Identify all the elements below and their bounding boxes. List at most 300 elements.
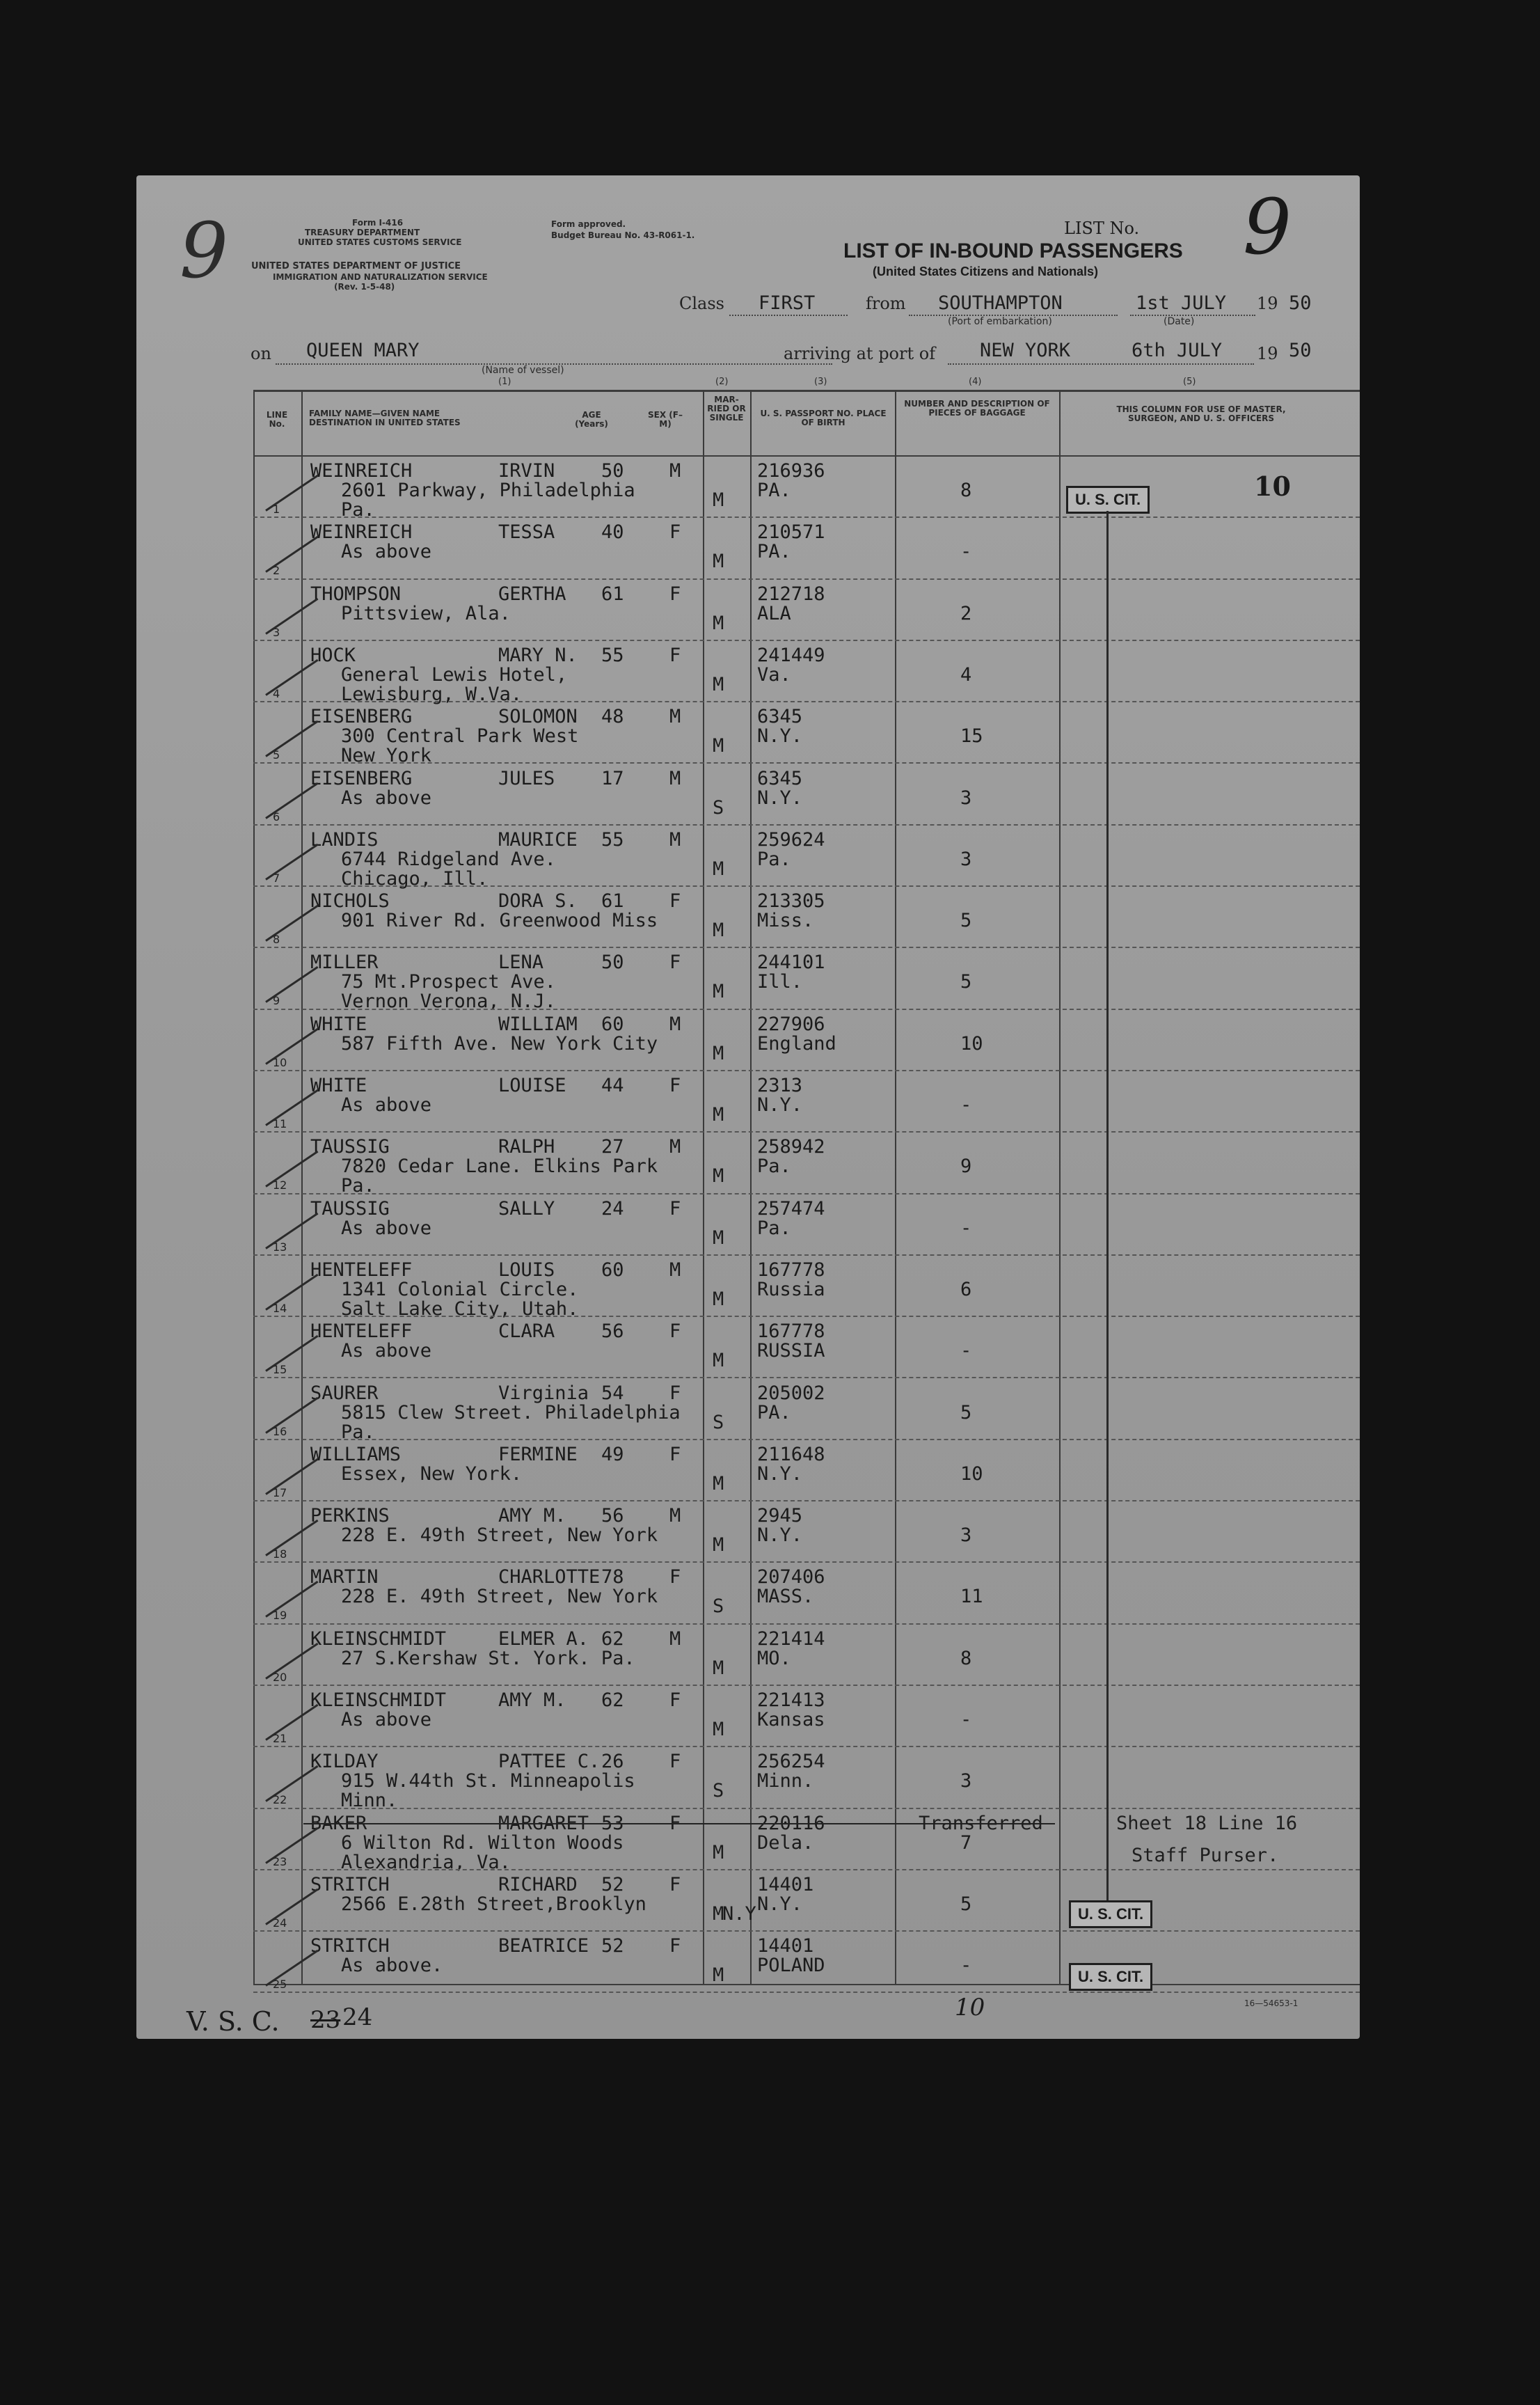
place-of-birth: Pa. xyxy=(757,1156,791,1178)
family-name: WILLIAMS xyxy=(310,1443,402,1465)
address-line: Pittsview, Ala. xyxy=(341,602,511,624)
place-of-birth: POLAND xyxy=(757,1955,825,1977)
passport-number: 167778 xyxy=(757,1320,825,1343)
sex: F xyxy=(669,1320,681,1343)
marital-status: M xyxy=(713,1657,724,1679)
place-of-birth: Pa. xyxy=(757,1217,791,1239)
table-row xyxy=(136,1010,1360,1071)
line-number: 16 xyxy=(273,1424,287,1438)
place-of-birth: N.Y. xyxy=(757,787,803,809)
family-name: HOCK xyxy=(310,644,356,666)
ins-label: IMMIGRATION AND NATURALIZATION SERVICE xyxy=(273,272,488,282)
marital-status: M xyxy=(713,551,724,573)
line-number: 11 xyxy=(273,1117,287,1130)
marital-status: M xyxy=(713,1350,724,1372)
address-line-2: Pa. xyxy=(341,1421,375,1443)
family-name: HENTELEFF xyxy=(310,1320,413,1343)
check-mark xyxy=(265,1950,318,1987)
place-of-birth: N.Y. xyxy=(757,1893,803,1915)
passport-number: 241449 xyxy=(757,644,825,666)
vessel-name: QUEEN MARY xyxy=(306,340,420,361)
line-number: 13 xyxy=(273,1240,287,1254)
sex: F xyxy=(669,1075,681,1096)
line-number: 1 xyxy=(273,503,280,516)
passport-number: 244101 xyxy=(757,952,825,974)
family-name: MARTIN xyxy=(310,1566,379,1588)
place-of-birth: N.Y. xyxy=(757,725,803,748)
age: 54 xyxy=(601,1382,624,1404)
table-row xyxy=(136,764,1360,826)
check-mark xyxy=(265,1335,318,1372)
address-line: As above xyxy=(341,1094,432,1116)
column-header-officers: THIS COLUMN FOR USE OF MASTER, SURGEON, AND U. S. OFFICERS xyxy=(1116,404,1286,423)
line-number: 6 xyxy=(273,810,280,823)
passport-number: 213305 xyxy=(757,890,825,913)
line-number: 25 xyxy=(273,1978,287,1992)
address-line: As above xyxy=(341,1709,432,1730)
passport-number: 207406 xyxy=(757,1566,825,1588)
treasury-label: TREASURY DEPARTMENT xyxy=(305,228,420,237)
line-number: 10 xyxy=(273,1055,287,1069)
address-line: As above xyxy=(341,1340,432,1362)
marital-status: M xyxy=(713,735,724,757)
table-row xyxy=(136,826,1360,890)
baggage-count: 4 xyxy=(960,663,972,686)
footer-usc-note: V. S. C. xyxy=(186,2006,280,2037)
table-row xyxy=(136,1256,1360,1320)
age: 17 xyxy=(601,767,624,789)
place-of-birth: Pa. xyxy=(757,848,791,870)
passport-number: 211648 xyxy=(757,1443,825,1465)
baggage-count: 5 xyxy=(960,910,972,932)
passport-number: 221414 xyxy=(757,1627,825,1650)
place-of-birth: England xyxy=(757,1032,836,1055)
given-name: Virginia xyxy=(498,1382,589,1404)
family-name: HENTELEFF xyxy=(310,1259,413,1281)
sex: M xyxy=(669,828,681,851)
sex: M xyxy=(669,1505,681,1527)
justice-label: UNITED STATES DEPARTMENT OF JUSTICE xyxy=(251,261,461,271)
form-approved: Form approved. xyxy=(551,219,626,229)
table-row xyxy=(136,1563,1360,1624)
year-prefix: 19 xyxy=(1257,294,1278,313)
address-line-2: Salt Lake City, Utah. xyxy=(341,1298,579,1320)
given-name: LENA xyxy=(498,952,544,974)
form-number: Form I-416 xyxy=(352,218,404,228)
family-name: SAURER xyxy=(310,1382,379,1404)
address-line: 75 Mt.Prospect Ave. xyxy=(341,971,556,993)
line-number: 3 xyxy=(273,625,280,639)
family-name: KLEINSCHMIDT xyxy=(310,1627,447,1650)
age: 60 xyxy=(601,1013,624,1035)
baggage-count: 15 xyxy=(960,725,983,748)
given-name: SALLY xyxy=(498,1197,555,1220)
baggage-count: 3 xyxy=(960,1770,972,1792)
given-name: MARY N. xyxy=(498,644,578,666)
address-line: 228 E. 49th Street, New York xyxy=(341,1586,658,1608)
age: 62 xyxy=(601,1627,624,1650)
arrival-date: 6th JULY xyxy=(1132,340,1223,361)
line-number: 23 xyxy=(273,1854,287,1868)
place-of-birth: N.Y. xyxy=(757,1462,803,1485)
place-of-birth: Ill. xyxy=(757,971,803,993)
table-row xyxy=(136,1501,1360,1563)
column-header-name: FAMILY NAME—GIVEN NAME DESTINATION IN UNITED STATES xyxy=(309,409,461,427)
marital-status: M xyxy=(713,920,724,942)
marital-status: M xyxy=(713,1902,724,1925)
address-line: 1341 Colonial Circle. xyxy=(341,1278,579,1300)
passport-number: 221413 xyxy=(757,1689,825,1711)
given-name: GERTHA xyxy=(498,583,566,605)
footer-count: 24 xyxy=(342,2003,373,2031)
family-name: MILLER xyxy=(310,952,379,974)
column-number-2: (2) xyxy=(715,377,729,387)
marital-status: M xyxy=(713,489,724,511)
table-row xyxy=(136,1870,1360,1932)
place-of-birth: Dela. xyxy=(757,1831,814,1854)
marital-status: M xyxy=(713,981,724,1003)
passport-number: 216936 xyxy=(757,460,825,482)
column-number-4: (4) xyxy=(969,377,982,387)
footer-struck-count: 23 xyxy=(310,2006,341,2034)
given-name: DORA S. xyxy=(498,890,578,913)
passport-number: 2313 xyxy=(757,1075,803,1096)
column-header-sex: SEX (F–M) xyxy=(648,410,683,429)
place-of-birth: MASS. xyxy=(757,1586,814,1608)
age: 56 xyxy=(601,1505,624,1527)
place-of-birth: MO. xyxy=(757,1647,791,1669)
given-name: IRVIN xyxy=(498,460,555,482)
column-header-age: AGE (Years) xyxy=(575,410,608,429)
baggage-count: - xyxy=(960,1217,972,1239)
address-line: 915 W.44th St. Minneapolis xyxy=(341,1770,635,1792)
table-row xyxy=(136,1625,1360,1686)
place-of-birth: ALA xyxy=(757,602,791,624)
passport-number: 14401 xyxy=(757,1873,814,1895)
line-number: 4 xyxy=(273,686,280,700)
address-line-2: Minn. xyxy=(341,1790,398,1812)
baggage-count: 8 xyxy=(960,480,972,501)
marital-status: M xyxy=(713,612,724,634)
table-row xyxy=(136,1317,1360,1378)
line-number: 9 xyxy=(273,994,280,1008)
family-name: WEINREICH xyxy=(310,521,413,544)
port-embarkation-label: (Port of embarkation) xyxy=(948,316,1052,327)
sex: F xyxy=(669,1443,681,1465)
line-number: 20 xyxy=(273,1670,287,1684)
baggage-count: - xyxy=(960,1094,972,1116)
sex: F xyxy=(669,1382,681,1404)
place-of-birth: Va. xyxy=(757,663,791,686)
column-number-1: (1) xyxy=(498,377,511,387)
family-name: BAKER xyxy=(310,1812,367,1834)
address-line: 7820 Cedar Lane. Elkins Park xyxy=(341,1156,658,1178)
given-name: ELMER A. xyxy=(498,1627,589,1650)
sex: F xyxy=(669,1873,681,1895)
passport-number: 257474 xyxy=(757,1197,825,1220)
family-name: PERKINS xyxy=(310,1505,390,1527)
check-mark xyxy=(265,598,318,635)
given-name: RALPH xyxy=(498,1136,555,1158)
marital-status: M xyxy=(713,673,724,695)
budget-bureau: Budget Bureau No. 43-R061-1. xyxy=(551,230,695,240)
marital-status: M xyxy=(713,1104,724,1126)
place-of-birth: Kansas xyxy=(757,1709,825,1730)
check-mark xyxy=(265,1888,318,1925)
age: 52 xyxy=(601,1873,624,1895)
arrival-year: 50 xyxy=(1289,340,1312,361)
address-line: 2601 Parkway, Philadelphia xyxy=(341,480,635,501)
check-mark xyxy=(265,1458,318,1495)
family-name: STRITCH xyxy=(310,1873,390,1895)
address-line: 901 River Rd. Greenwood Miss xyxy=(341,910,658,932)
table-row xyxy=(136,1071,1360,1133)
check-mark xyxy=(265,966,318,1003)
check-mark xyxy=(265,1520,318,1556)
line-number: 5 xyxy=(273,748,280,762)
marital-status: M xyxy=(713,1841,724,1863)
departure-date: 1st JULY xyxy=(1136,292,1227,314)
table-row xyxy=(136,641,1360,705)
sex: F xyxy=(669,1751,681,1773)
sex: M xyxy=(669,1259,681,1281)
place-of-birth: RUSSIA xyxy=(757,1340,825,1362)
place-of-birth: PA. xyxy=(757,480,791,501)
passport-number: 6345 xyxy=(757,706,803,728)
arrival-port: NEW YORK xyxy=(980,340,1071,361)
place-of-birth: PA. xyxy=(757,541,791,563)
revision-label: (Rev. 1-5-48) xyxy=(334,282,395,292)
us-citizen-stamp: U. S. CIT. xyxy=(1066,486,1150,514)
place-of-birth: Russia xyxy=(757,1278,825,1300)
given-name: RICHARD xyxy=(498,1873,578,1895)
sex: F xyxy=(669,1689,681,1711)
table-row xyxy=(136,1194,1360,1256)
address-line-2: Pa. xyxy=(341,499,375,521)
table-row xyxy=(136,1747,1360,1812)
passport-number: 212718 xyxy=(757,583,825,605)
line-number: 24 xyxy=(273,1916,287,1930)
age: 78 xyxy=(601,1566,624,1588)
given-name: CLARA xyxy=(498,1320,555,1343)
baggage-count: 7 xyxy=(960,1831,972,1854)
line-number: 7 xyxy=(273,871,280,885)
address-line: 6744 Ridgeland Ave. xyxy=(341,848,556,870)
baggage-count: - xyxy=(960,1709,972,1730)
baggage-count: 2 xyxy=(960,602,972,624)
age: 27 xyxy=(601,1136,624,1158)
check-mark xyxy=(265,1274,318,1311)
address-line: 2566 E.28th Street,Brooklyn xyxy=(341,1893,646,1915)
staff-purser-note: Staff Purser. xyxy=(1132,1845,1279,1866)
transferred-note: Transferred xyxy=(919,1813,1043,1834)
given-name: PATTEE C. xyxy=(498,1751,601,1773)
table-row xyxy=(136,1133,1360,1197)
check-mark xyxy=(265,720,318,757)
marital-status-note: N.Y xyxy=(722,1902,756,1925)
passport-number: 210571 xyxy=(757,521,825,544)
on-label: on xyxy=(251,344,271,363)
family-name: KLEINSCHMIDT xyxy=(310,1689,447,1711)
sex: F xyxy=(669,1566,681,1588)
passport-number: 6345 xyxy=(757,767,803,789)
line-number: 17 xyxy=(273,1485,287,1499)
family-name: KILDAY xyxy=(310,1751,379,1773)
column-number-5: (5) xyxy=(1183,377,1196,387)
marital-status: M xyxy=(713,1964,724,1987)
marital-status: S xyxy=(713,796,724,819)
check-mark xyxy=(265,1213,318,1249)
baggage-count: 11 xyxy=(960,1586,983,1608)
address-line: As above. xyxy=(341,1955,443,1977)
place-of-birth: PA. xyxy=(757,1401,791,1424)
address-line: General Lewis Hotel, xyxy=(341,663,568,686)
column-header-line-no: LINE No. xyxy=(266,410,288,429)
address-line-2: Vernon Verona, N.J. xyxy=(341,991,556,1013)
check-mark xyxy=(265,1643,318,1680)
age: 49 xyxy=(601,1443,624,1465)
baggage-count: 9 xyxy=(960,1156,972,1178)
check-mark xyxy=(265,1028,318,1065)
baggage-count: - xyxy=(960,1340,972,1362)
column-header-married: MAR-RIED OR SINGLE xyxy=(707,395,746,423)
vessel-name-label: (Name of vessel) xyxy=(482,365,564,376)
address-line: 587 Fifth Ave. New York City xyxy=(341,1032,658,1055)
address-line-2: Lewisburg, W.Va. xyxy=(341,683,523,705)
us-citizen-stamp: U. S. CIT. xyxy=(1069,1963,1152,1991)
customs-label: UNITED STATES CUSTOMS SERVICE xyxy=(298,237,462,247)
passport-number: 167778 xyxy=(757,1259,825,1281)
marital-status: M xyxy=(713,1472,724,1495)
family-name: WEINREICH xyxy=(310,460,413,482)
age: 61 xyxy=(601,583,624,605)
given-name: CHARLOTTE xyxy=(498,1566,601,1588)
family-name: EISENBERG xyxy=(310,767,413,789)
line-number: 12 xyxy=(273,1178,287,1192)
column-number-3: (3) xyxy=(814,377,827,387)
age: 61 xyxy=(601,890,624,913)
family-name: WHITE xyxy=(310,1013,367,1035)
list-no-label: LIST No. xyxy=(1064,219,1140,238)
given-name: LOUISE xyxy=(498,1075,566,1096)
check-mark xyxy=(265,659,318,696)
line-number: 18 xyxy=(273,1547,287,1561)
place-of-birth: N.Y. xyxy=(757,1094,803,1116)
given-name: MARGARET xyxy=(498,1812,589,1834)
check-mark xyxy=(265,1581,318,1618)
baggage-count: 5 xyxy=(960,971,972,993)
check-mark xyxy=(265,1151,318,1188)
address-line: Essex, New York. xyxy=(341,1462,523,1485)
age: 26 xyxy=(601,1751,624,1773)
address-line: 6 Wilton Rd. Wilton Woods xyxy=(341,1831,624,1854)
given-name: BEATRICE xyxy=(498,1935,589,1957)
age: 55 xyxy=(601,828,624,851)
check-mark xyxy=(265,1089,318,1126)
line-number: 22 xyxy=(273,1793,287,1807)
address-line: As above xyxy=(341,787,432,809)
sex: F xyxy=(669,952,681,974)
given-name: AMY M. xyxy=(498,1505,566,1527)
sex: M xyxy=(669,460,681,482)
sex: F xyxy=(669,644,681,666)
baggage-count: 5 xyxy=(960,1401,972,1424)
family-name: EISENBERG xyxy=(310,706,413,728)
family-name: TAUSSIG xyxy=(310,1136,390,1158)
age: 48 xyxy=(601,706,624,728)
family-name: LANDIS xyxy=(310,828,379,851)
passport-number: 256254 xyxy=(757,1751,825,1773)
table-row xyxy=(136,580,1360,641)
family-name: NICHOLS xyxy=(310,890,390,913)
table-row xyxy=(136,887,1360,948)
date-label: (Date) xyxy=(1164,316,1195,327)
family-name: WHITE xyxy=(310,1075,367,1096)
baggage-count: - xyxy=(960,541,972,563)
marital-status: S xyxy=(713,1595,724,1618)
given-name: AMY M. xyxy=(498,1689,566,1711)
table-row xyxy=(136,1379,1360,1443)
age: 40 xyxy=(601,521,624,544)
address-line: 300 Central Park West xyxy=(341,725,579,748)
marital-status: M xyxy=(713,1227,724,1249)
marital-status: M xyxy=(713,1042,724,1064)
check-mark xyxy=(265,782,318,819)
from-label: from xyxy=(866,294,906,313)
line-number: 15 xyxy=(273,1363,287,1377)
given-name: MAURICE xyxy=(498,828,578,851)
check-mark xyxy=(265,1396,318,1433)
age: 50 xyxy=(601,460,624,482)
passport-number: 227906 xyxy=(757,1013,825,1035)
check-mark xyxy=(265,1827,318,1864)
embarkation-port: SOUTHAMPTON xyxy=(938,292,1063,314)
age: 50 xyxy=(601,952,624,974)
baggage-count: 6 xyxy=(960,1278,972,1300)
check-mark xyxy=(265,1704,318,1741)
place-of-birth: Miss. xyxy=(757,910,814,932)
check-mark xyxy=(265,536,318,573)
line-number: 19 xyxy=(273,1609,287,1623)
age: 56 xyxy=(601,1320,624,1343)
baggage-count: 10 xyxy=(960,1462,983,1485)
baggage-count: 3 xyxy=(960,848,972,870)
list-number: 9 xyxy=(1243,182,1292,271)
marital-status: M xyxy=(713,1288,724,1310)
column-header-baggage: NUMBER AND DESCRIPTION OF PIECES OF BAGGAGE xyxy=(904,399,1050,418)
sex: M xyxy=(669,706,681,728)
given-name: FERMINE xyxy=(498,1443,578,1465)
passenger-list-sheet xyxy=(136,175,1360,2039)
baggage-count: - xyxy=(960,1955,972,1977)
address-line-2: Pa. xyxy=(341,1175,375,1197)
baggage-count: 10 xyxy=(960,1032,983,1055)
age: 62 xyxy=(601,1689,624,1711)
passport-number: 220116 xyxy=(757,1812,825,1834)
table-row xyxy=(136,1440,1360,1501)
given-name: TESSA xyxy=(498,521,555,544)
address-line-2: Chicago, Ill. xyxy=(341,867,489,890)
address-line: As above xyxy=(341,1217,432,1239)
sex: F xyxy=(669,1935,681,1957)
form-code: 16—54653-1 xyxy=(1244,1998,1299,2008)
age: 52 xyxy=(601,1935,624,1957)
sex: M xyxy=(669,1013,681,1035)
table-row xyxy=(136,457,1360,521)
page-title: LIST OF IN-BOUND PASSENGERS xyxy=(843,239,1183,262)
sex: F xyxy=(669,521,681,544)
line-number: 2 xyxy=(273,564,280,578)
